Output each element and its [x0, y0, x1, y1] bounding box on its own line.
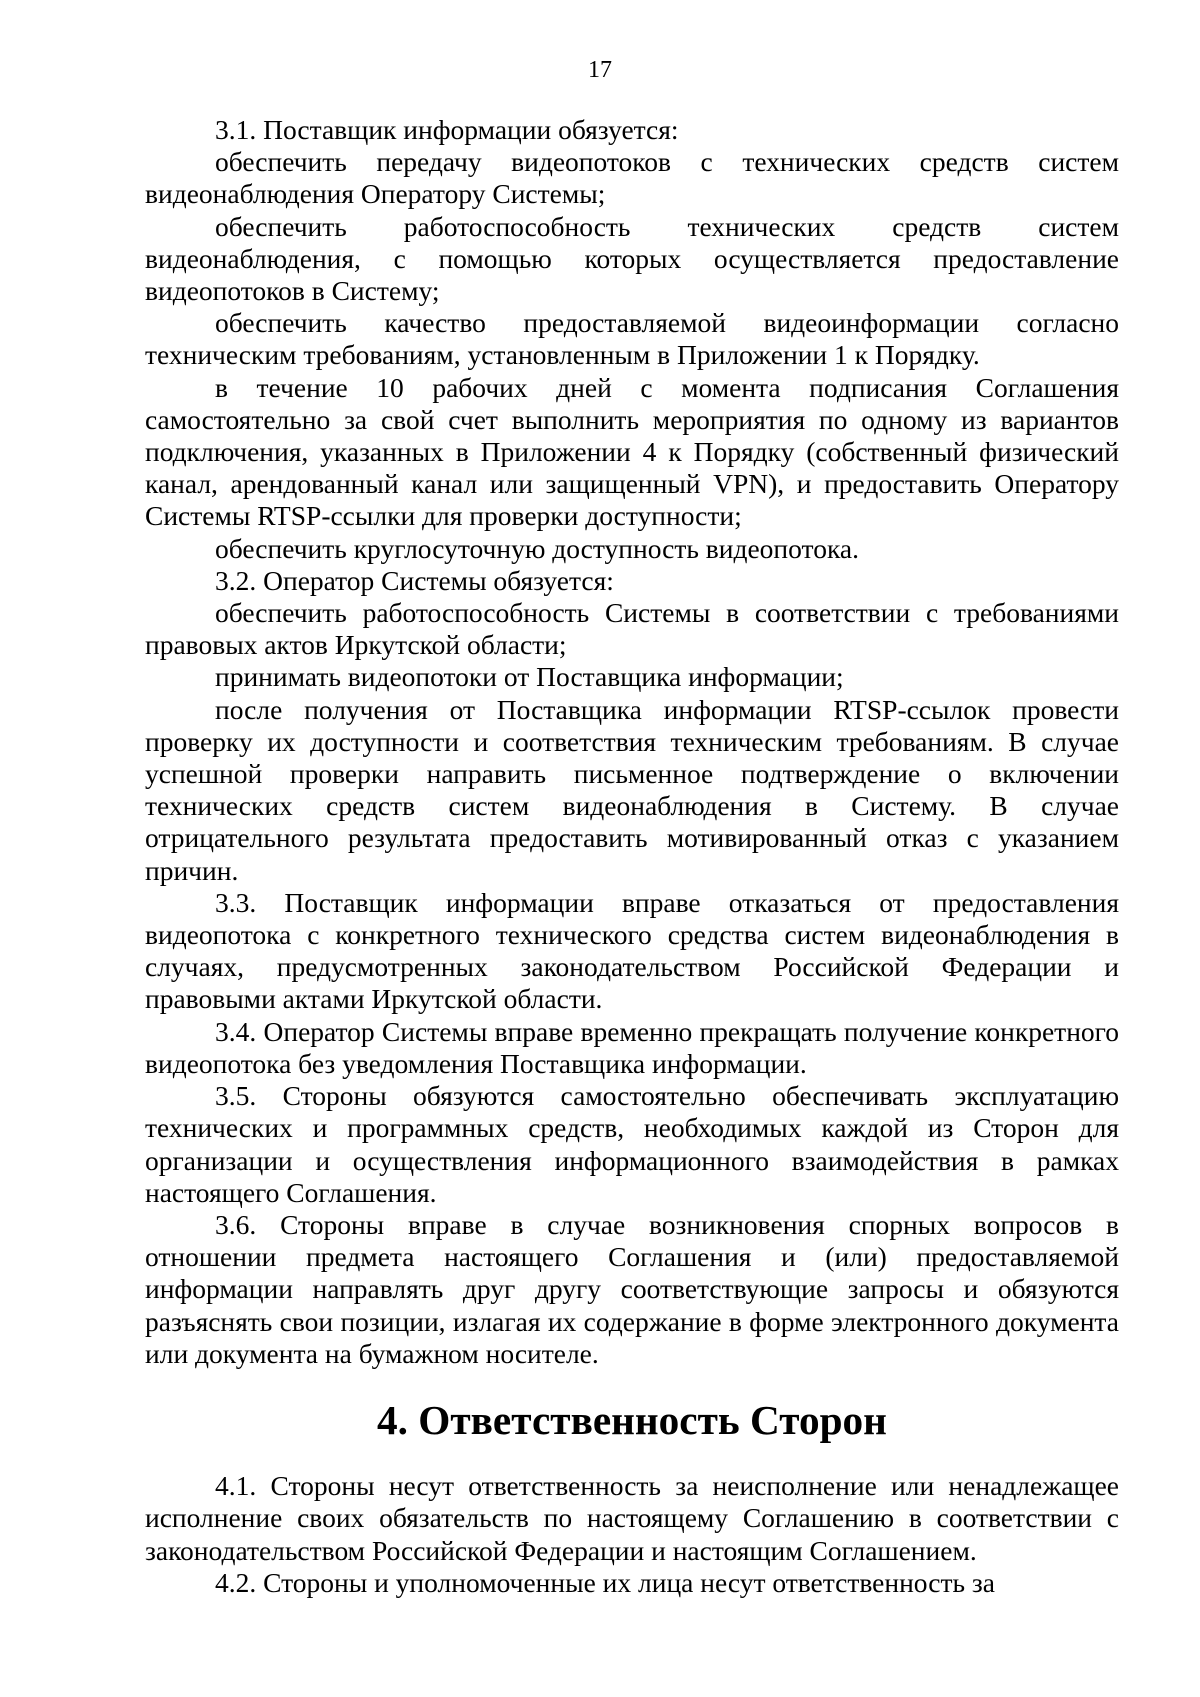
- paragraph-3-1-item-4: в течение 10 рабочих дней с момента подписания Соглашения самостоятельно за свой счет выполнить мероприятия по одному из вариантов подключения, указанных в Приложении 4 к Порядку (собственный физический канал, арендованный канал или защищенный VPN), и предоставить Оператору Системы RTSP-ссылки для проверки доступности;: [145, 371, 1119, 532]
- paragraph-4-2: 4.2. Стороны и уполномоченные их лица несут ответственность за: [215, 1566, 995, 1598]
- paragraph-3-3: 3.3. Поставщик информации вправе отказаться от предоставления видеопотока с конкретного технического средства систем видеонаблюдения в случаях, предусмотренных законодательством Российской Федерации и правовыми актами Иркутской области.: [145, 886, 1119, 1015]
- paragraph-3-1-item-2: обеспечить работоспособность технических средств систем видеонаблюдения, с помощью которых осуществляется предоставление видеопотоков в Систему;: [145, 210, 1119, 307]
- section-4-heading: 4. Ответственность Сторон: [377, 1396, 887, 1443]
- paragraph-3-4: 3.4. Оператор Системы вправе временно прекращать получение конкретного видеопотока без уведомления Поставщика информации.: [145, 1015, 1119, 1079]
- page-number: 17: [588, 57, 612, 83]
- paragraph-3-1-item-3: обеспечить качество предоставляемой видеоинформации согласно техническим требованиям, установленным в Приложении 1 к Порядку.: [145, 307, 1119, 371]
- paragraph-3-1-item-5: обеспечить круглосуточную доступность видеопотока.: [215, 532, 859, 564]
- paragraph-3-5: 3.5. Стороны обязуются самостоятельно обеспечивать эксплуатацию технических и программных средств, необходимых каждой из Сторон для организации и осуществления информационного взаимодействия в рамках настоящего Соглашения.: [145, 1080, 1119, 1208]
- paragraph-3-2-item-2: принимать видеопотоки от Поставщика информации;: [215, 661, 844, 693]
- paragraph-3-1: 3.1. Поставщик информации обязуется:: [215, 114, 679, 145]
- paragraph-3-2: 3.2. Оператор Системы обязуется:: [215, 564, 614, 596]
- paragraph-3-2-item-1: обеспечить работоспособность Системы в соответствии с требованиями правовых актов Иркутской области;: [145, 597, 1119, 661]
- paragraph-3-2-item-3: после получения от Поставщика информации RTSP-ссылок провести проверку их доступности и соответствия техническим требованиям. В случае успешной проверки направить письменное подтверждение о включении технических средств систем видеонаблюдения в Систему. В случае отрицательного результата предоставить мотивированный отказ с указанием причин.: [145, 693, 1119, 886]
- paragraph-4-1: 4.1. Стороны несут ответственность за неисполнение или ненадлежащее исполнение своих обязательств по настоящему Соглашению в соответствии с законодательством Российской Федерации и настоящим Соглашением.: [145, 1470, 1119, 1566]
- document-body: [145, 114, 1119, 1599]
- paragraph-3-6: 3.6. Стороны вправе в случае возникновения спорных вопросов в отношении предмета настоящего Соглашения и (или) предоставляемой информации направлять друг другу соответствующие запросы и обязуются разъяснять свои позиции, излагая их содержание в форме электронного документа или документа на бумажном носителе.: [145, 1208, 1119, 1369]
- paragraph-3-1-item-1: обеспечить передачу видеопотоков с технических средств систем видеонаблюдения Оператору Системы;: [145, 146, 1119, 210]
